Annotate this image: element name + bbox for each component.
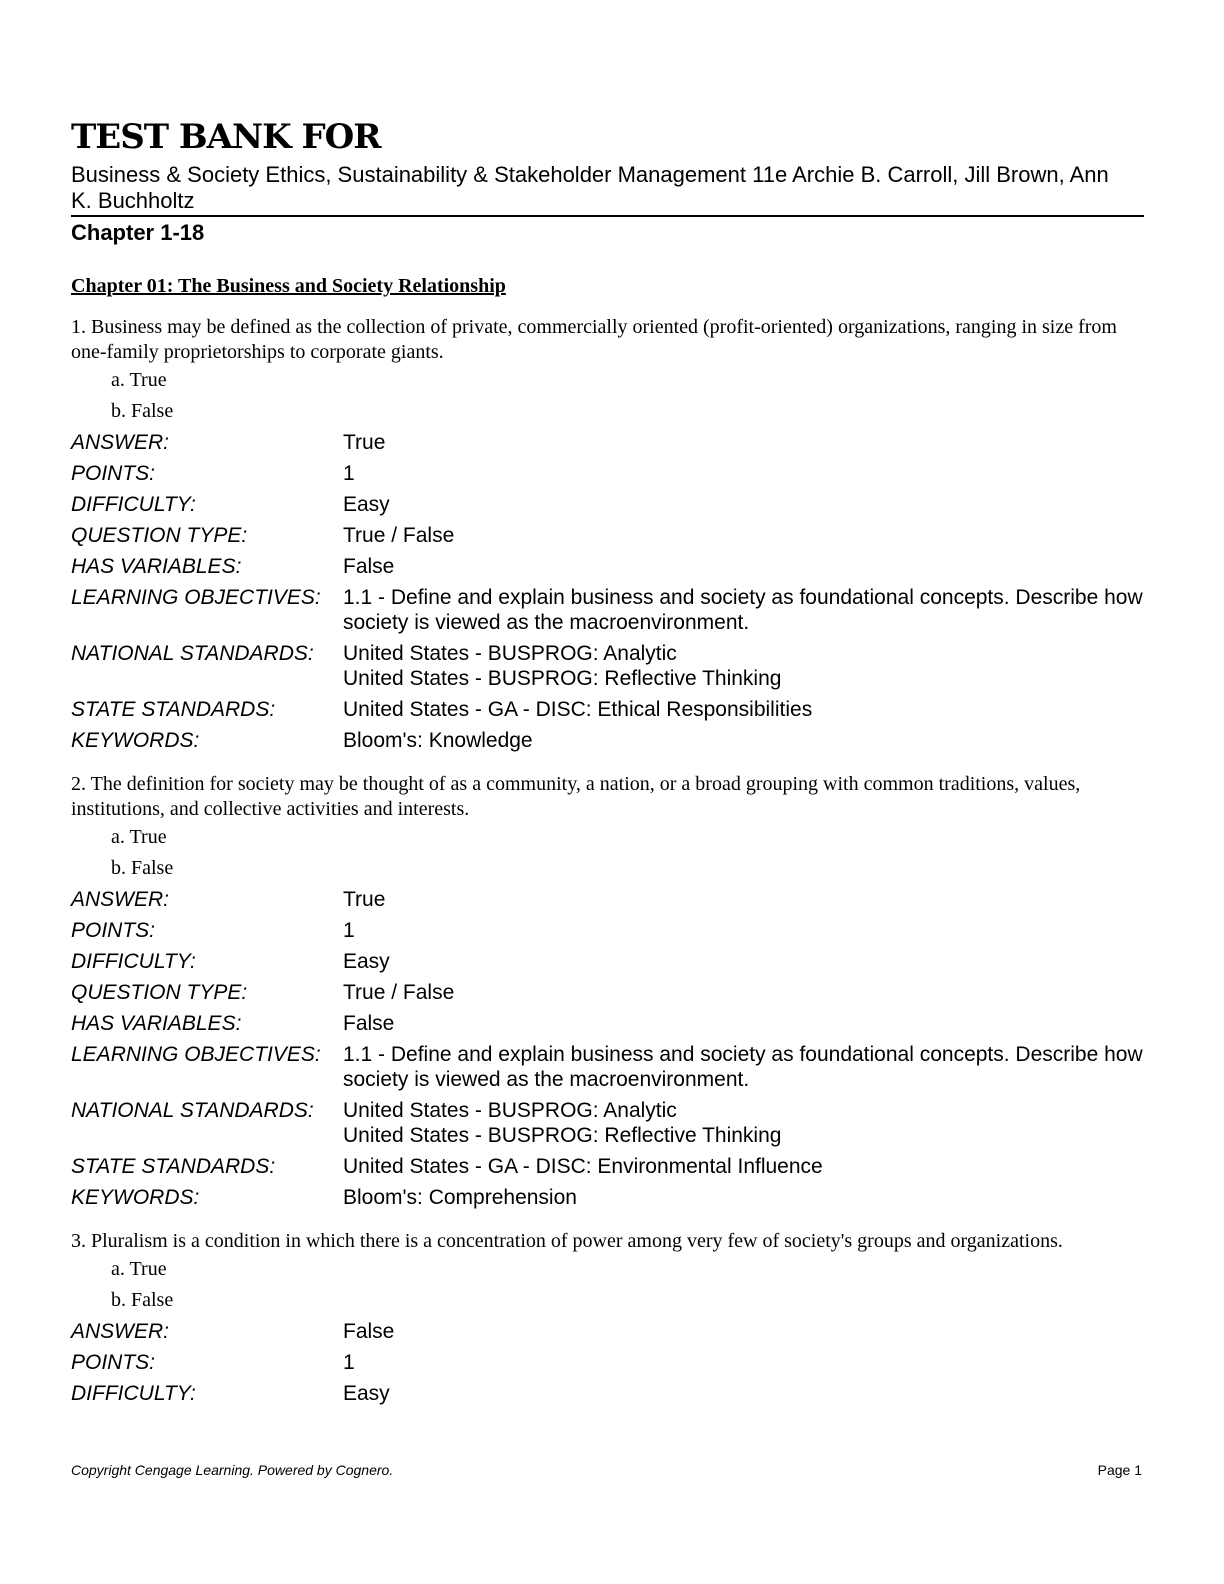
question-1 bbox=[71, 315, 1144, 756]
option-a: a. True bbox=[111, 369, 167, 391]
national-standards-row bbox=[71, 638, 1144, 694]
answer-row bbox=[71, 427, 1144, 458]
has-variables-row bbox=[71, 1008, 1144, 1039]
difficulty-row bbox=[71, 1378, 1144, 1409]
state-standards-value: United States - GA - DISC: Environmental Influence bbox=[343, 1155, 823, 1178]
option-b: b. False bbox=[111, 857, 174, 879]
points-row bbox=[71, 1347, 1144, 1378]
learning-objectives-label: LEARNING OBJECTIVES: bbox=[71, 586, 321, 609]
points-label: POINTS: bbox=[71, 919, 156, 942]
national-standards-row bbox=[71, 1095, 1144, 1151]
document-title: TEST BANK FOR bbox=[71, 117, 381, 157]
keywords-value: Bloom's: Knowledge bbox=[343, 729, 533, 752]
answer-row bbox=[71, 884, 1144, 915]
answer-value: False bbox=[343, 1320, 395, 1343]
points-label: POINTS: bbox=[71, 1351, 156, 1374]
question-3 bbox=[71, 1229, 1144, 1409]
question-text: 1. Business may be defined as the collection of private, commercially oriented (profit-oriented) organizations, ranging in size from one-family proprietorships to corporate giants. bbox=[71, 316, 1117, 363]
points-row bbox=[71, 915, 1144, 946]
question-type-value: True / False bbox=[343, 981, 455, 1004]
learning-objectives-value: 1.1 - Define and explain business and society as foundational concepts. Describe how society is viewed as the macroenvironment. bbox=[343, 586, 1143, 634]
option-a: a. True bbox=[111, 1258, 167, 1280]
national-standard-item: United States - BUSPROG: Analytic bbox=[343, 642, 677, 665]
difficulty-value: Easy bbox=[343, 493, 390, 516]
option-a: a. True bbox=[111, 826, 167, 848]
national-standards-value bbox=[343, 1095, 1144, 1151]
has-variables-row bbox=[71, 551, 1144, 582]
points-value: 1 bbox=[343, 919, 355, 942]
keywords-row bbox=[71, 1182, 1144, 1213]
points-value: 1 bbox=[343, 462, 355, 485]
keywords-value: Bloom's: Comprehension bbox=[343, 1186, 577, 1209]
difficulty-row bbox=[71, 946, 1144, 977]
points-row bbox=[71, 458, 1144, 489]
question-type-label: QUESTION TYPE: bbox=[71, 981, 248, 1004]
difficulty-label: DIFFICULTY: bbox=[71, 493, 196, 516]
has-variables-label: HAS VARIABLES: bbox=[71, 555, 242, 578]
answer-label: ANSWER: bbox=[71, 1320, 170, 1343]
question-type-label: QUESTION TYPE: bbox=[71, 524, 248, 547]
question-type-row bbox=[71, 520, 1144, 551]
difficulty-value: Easy bbox=[343, 950, 390, 973]
answer-label: ANSWER: bbox=[71, 431, 170, 454]
chapter-range: Chapter 1-18 bbox=[71, 220, 205, 245]
state-standards-row bbox=[71, 694, 1144, 725]
learning-objectives-row bbox=[71, 582, 1144, 638]
option-b: b. False bbox=[111, 1289, 174, 1311]
option-b: b. False bbox=[111, 400, 174, 422]
national-standard-item: United States - BUSPROG: Reflective Thinking bbox=[343, 667, 782, 690]
points-label: POINTS: bbox=[71, 462, 156, 485]
chapter-heading: Chapter 01: The Business and Society Relationship bbox=[71, 275, 506, 297]
answer-row bbox=[71, 1316, 1144, 1347]
document-content bbox=[71, 273, 1144, 1425]
state-standards-label: STATE STANDARDS: bbox=[71, 698, 276, 721]
difficulty-row bbox=[71, 489, 1144, 520]
question-2 bbox=[71, 772, 1144, 1213]
learning-objectives-row bbox=[71, 1039, 1144, 1095]
question-text: 2. The definition for society may be thought of as a community, a nation, or a broad grouping with common traditions, values, institutions, and collective activities and interests. bbox=[71, 773, 1081, 820]
answer-label: ANSWER: bbox=[71, 888, 170, 911]
document-page bbox=[71, 0, 1144, 1584]
keywords-label: KEYWORDS: bbox=[71, 1186, 200, 1209]
question-text: 3. Pluralism is a condition in which there is a concentration of power among very few of society's groups and organizations. bbox=[71, 1230, 1063, 1252]
learning-objectives-value: 1.1 - Define and explain business and society as foundational concepts. Describe how society is viewed as the macroenvironment. bbox=[343, 1043, 1143, 1091]
difficulty-value: Easy bbox=[343, 1382, 390, 1405]
national-standard-item: United States - BUSPROG: Reflective Thinking bbox=[343, 1124, 782, 1147]
state-standards-value: United States - GA - DISC: Ethical Responsibilities bbox=[343, 698, 813, 721]
national-standards-label: NATIONAL STANDARDS: bbox=[71, 642, 314, 665]
difficulty-label: DIFFICULTY: bbox=[71, 950, 196, 973]
state-standards-label: STATE STANDARDS: bbox=[71, 1155, 276, 1178]
header-divider bbox=[71, 215, 1144, 217]
has-variables-value: False bbox=[343, 555, 395, 578]
state-standards-row bbox=[71, 1151, 1144, 1182]
page-number: Page 1 bbox=[1097, 1462, 1142, 1478]
national-standard-item: United States - BUSPROG: Analytic bbox=[343, 1099, 677, 1122]
difficulty-label: DIFFICULTY: bbox=[71, 1382, 196, 1405]
answer-value: True bbox=[343, 431, 386, 454]
keywords-row bbox=[71, 725, 1144, 756]
national-standards-label: NATIONAL STANDARDS: bbox=[71, 1099, 314, 1122]
learning-objectives-label: LEARNING OBJECTIVES: bbox=[71, 1043, 321, 1066]
document-subtitle: Business & Society Ethics, Sustainability & Stakeholder Management 11e Archie B. Carroll, Jill Brown, Ann K. Buchholtz bbox=[71, 162, 1109, 213]
copyright-footer: Copyright Cengage Learning. Powered by Cognero. bbox=[71, 1462, 394, 1478]
has-variables-label: HAS VARIABLES: bbox=[71, 1012, 242, 1035]
question-type-value: True / False bbox=[343, 524, 455, 547]
points-value: 1 bbox=[343, 1351, 355, 1374]
answer-value: True bbox=[343, 888, 386, 911]
question-type-row bbox=[71, 977, 1144, 1008]
keywords-label: KEYWORDS: bbox=[71, 729, 200, 752]
has-variables-value: False bbox=[343, 1012, 395, 1035]
national-standards-value bbox=[343, 638, 1144, 694]
